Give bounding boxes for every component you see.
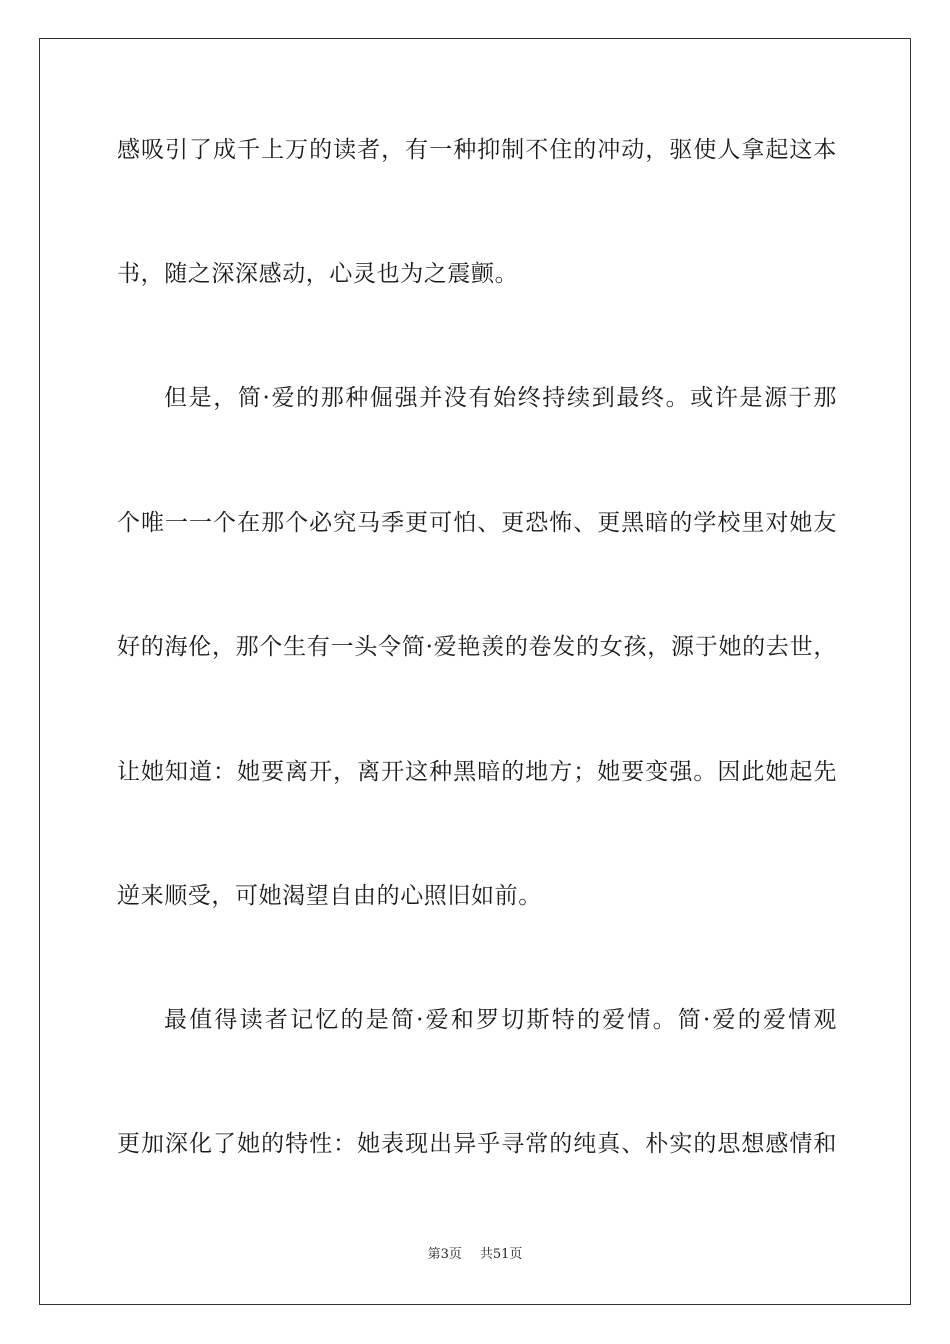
paragraph-line-3: 但是，简·爱的那种倔强并没有始终持续到最终。或许是源于那: [164, 385, 837, 411]
paragraph-line-4: 个唯一一个在那个必究马季更可怕、更恐怖、更黑暗的学校里对她友: [117, 510, 837, 536]
page-number: 第3页: [427, 1247, 462, 1262]
paragraph-line-9: 更加深化了她的特性：她表现出异乎寻常的纯真、朴实的思想感情和: [117, 1131, 837, 1157]
page-border: [39, 38, 911, 1305]
paragraph-line-2: 书，随之深深感动，心灵也为之震颤。: [117, 261, 519, 287]
page-footer: [0, 1246, 950, 1264]
paragraph-line-1: 感吸引了成千上万的读者，有一种抑制不住的冲动，驱使人拿起这本: [117, 137, 837, 163]
paragraph-line-6: 让她知道：她要离开，离开这种黑暗的地方；她要变强。因此她起先: [117, 759, 837, 785]
paragraph-line-5: 好的海伦，那个生有一头令简·爱艳羡的卷发的女孩，源于她的去世，: [117, 634, 837, 660]
total-pages: 共51页: [479, 1247, 523, 1262]
paragraph-line-7: 逆来顺受，可她渴望自由的心照旧如前。: [117, 883, 542, 909]
paragraph-line-8: 最值得读者记忆的是简·爱和罗切斯特的爱情。简·爱的爱情观: [164, 1007, 837, 1033]
